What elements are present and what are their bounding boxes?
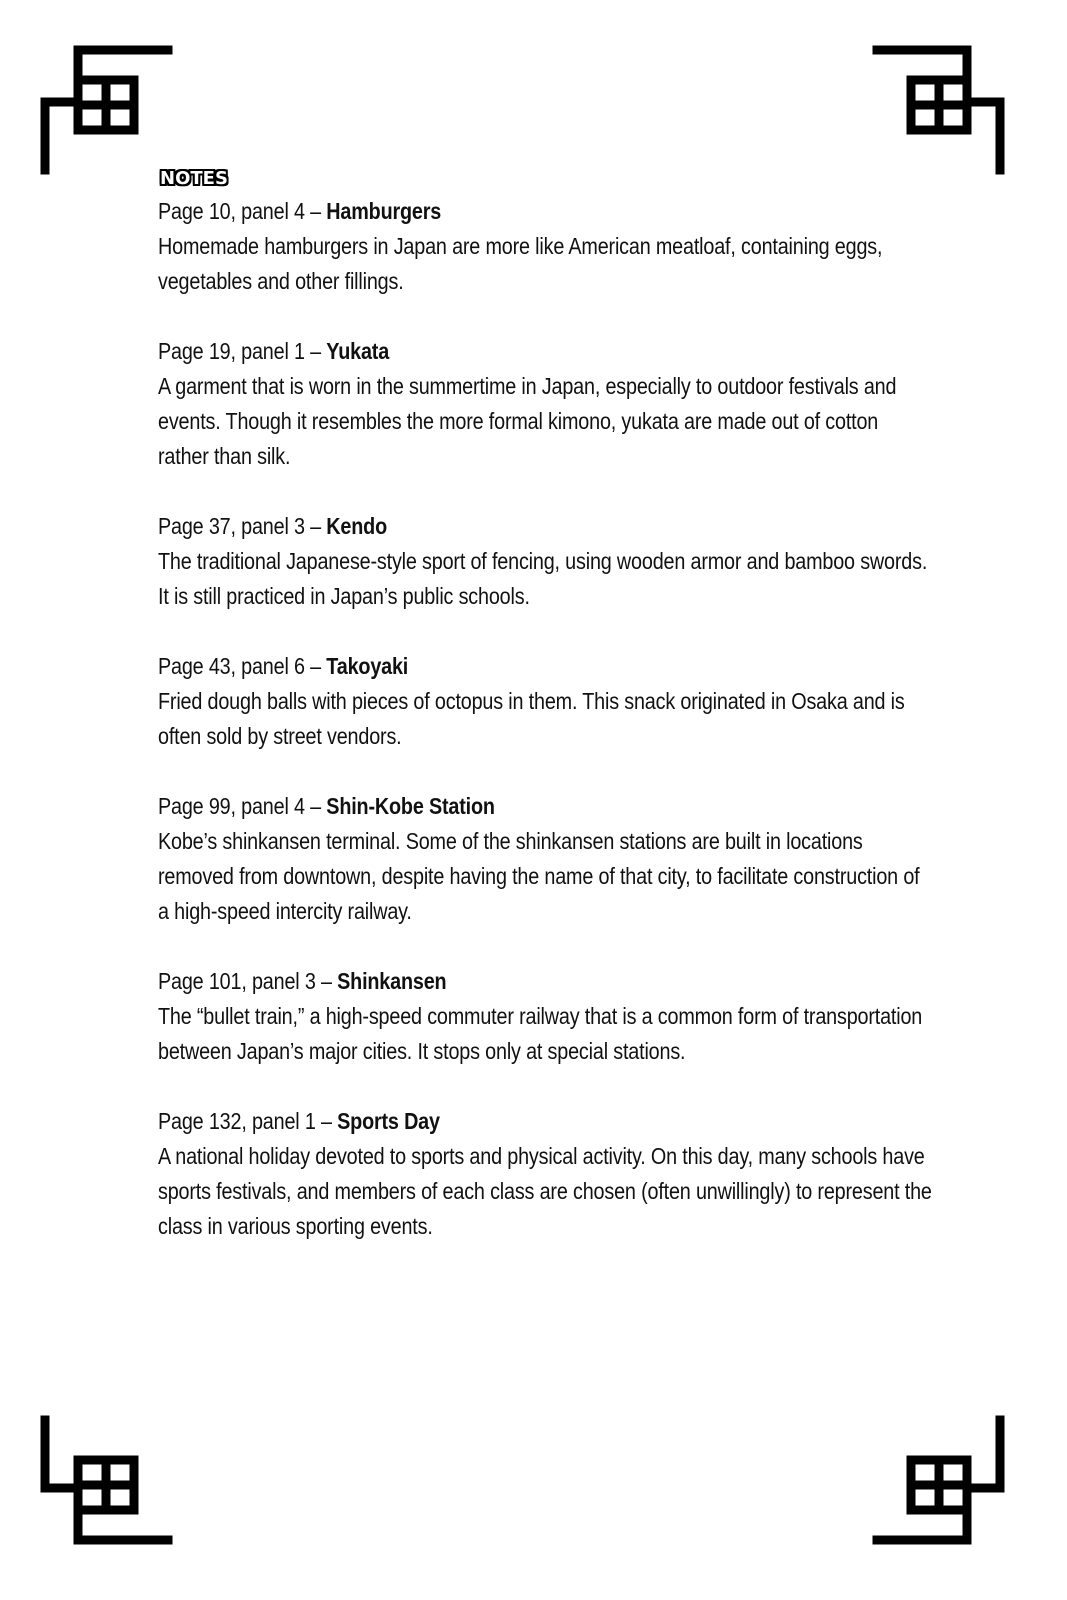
note-term: Takoyaki <box>326 653 409 679</box>
note-heading <box>158 1104 829 1139</box>
note-ref: Page 10, panel 4 – <box>158 198 327 224</box>
note-heading <box>158 334 829 369</box>
notes-title: NOTES <box>160 168 228 189</box>
note-body: The traditional Japanese-style sport of fencing, using wooden armor and bamboo swords. It is still practiced in Japan’s public schools. <box>158 548 928 609</box>
note-heading <box>158 649 829 684</box>
top-right-corner-ornament-icon <box>865 40 1005 180</box>
top-left-corner-ornament-icon <box>40 40 180 180</box>
note-item <box>158 194 938 299</box>
note-heading <box>158 964 829 999</box>
note-heading <box>158 509 829 544</box>
note-term: Sports Day <box>337 1108 440 1134</box>
note-ref: Page 19, panel 1 – <box>158 338 327 364</box>
note-ref: Page 43, panel 6 – <box>158 653 327 679</box>
note-item <box>158 964 938 1069</box>
note-term: Kendo <box>326 513 387 539</box>
note-ref: Page 132, panel 1 – <box>158 1108 338 1134</box>
note-item <box>158 509 938 614</box>
note-term: Yukata <box>326 338 390 364</box>
note-ref: Page 101, panel 3 – <box>158 968 338 994</box>
note-body: The “bullet train,” a high-speed commuter railway that is a common form of transportation between Japan’s major cities. It stops only at special stations. <box>158 1003 923 1064</box>
note-term: Shinkansen <box>337 968 447 994</box>
note-item <box>158 789 938 929</box>
note-heading <box>158 194 829 229</box>
note-body: A national holiday devoted to sports and physical activity. On this day, many schools have sports festivals, and members of each class are chosen (often unwillingly) to represent the class in various sporting events. <box>158 1143 932 1239</box>
note-item <box>158 649 938 754</box>
note-term: Hamburgers <box>326 198 442 224</box>
note-item <box>158 334 938 474</box>
note-body: A garment that is worn in the summertime in Japan, especially to outdoor festivals and events. Though it resembles the more formal kimono, yukata are made out of cotton rather than silk. <box>158 373 897 469</box>
note-body: Homemade hamburgers in Japan are more like American meatloaf, containing eggs, vegetables and other fillings. <box>158 233 883 294</box>
note-body: Kobe’s shinkansen terminal. Some of the shinkansen stations are built in locations removed from downtown, despite having the name of that city, to facilitate construction of a high-speed intercity railway. <box>158 828 920 924</box>
note-term: Shin-Kobe Station <box>326 793 495 819</box>
note-heading <box>158 789 829 824</box>
notes-section <box>158 168 938 1279</box>
bottom-right-corner-ornament-icon <box>865 1410 1005 1550</box>
note-ref: Page 37, panel 3 – <box>158 513 327 539</box>
note-ref: Page 99, panel 4 – <box>158 793 327 819</box>
note-item <box>158 1104 938 1244</box>
bottom-left-corner-ornament-icon <box>40 1410 180 1550</box>
note-body: Fried dough balls with pieces of octopus in them. This snack originated in Osaka and is often sold by street vendors. <box>158 688 905 749</box>
